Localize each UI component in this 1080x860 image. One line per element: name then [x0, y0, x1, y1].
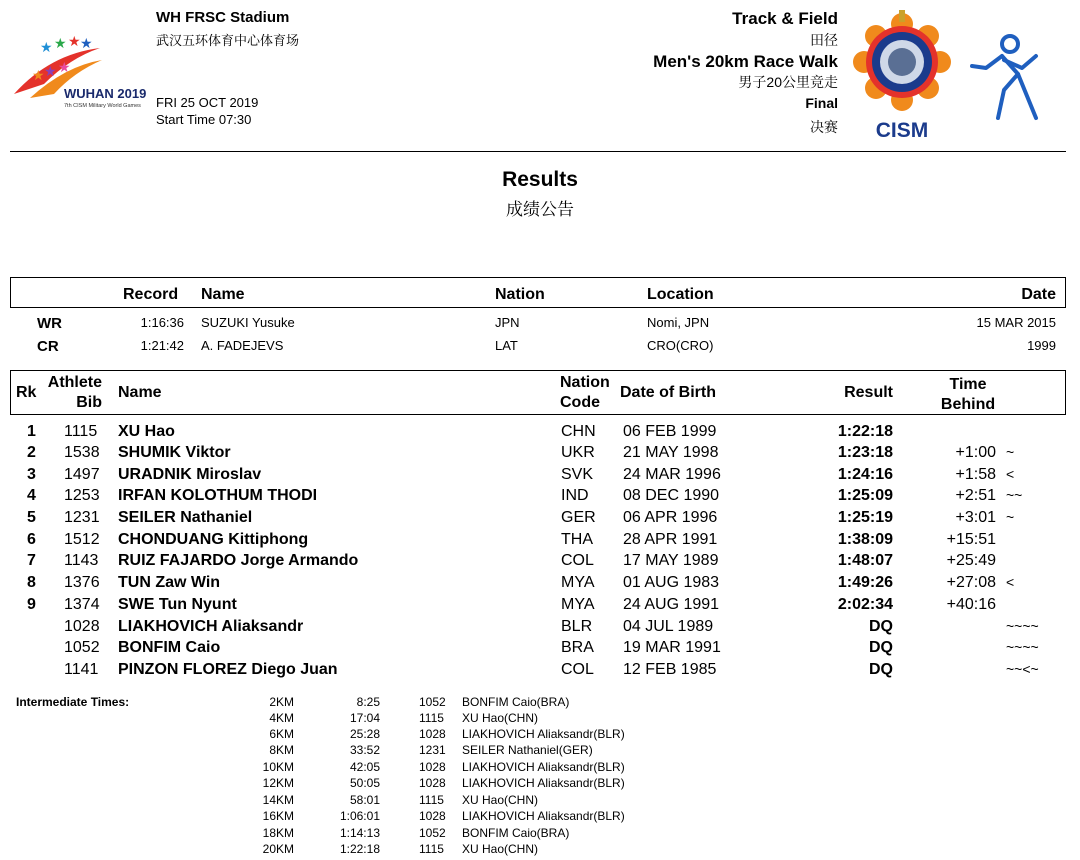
record-date: 1999 [1027, 338, 1056, 353]
result-time: 1:25:09 [837, 487, 893, 504]
intermediate-bib: 1028 [419, 727, 446, 741]
record-holder: A. FADEJEVS [201, 338, 284, 353]
result-bib: 1052 [64, 639, 100, 656]
result-dob: 06 FEB 1999 [623, 423, 717, 440]
result-rank: 3 [27, 466, 36, 483]
result-bib: 1497 [64, 466, 100, 483]
result-athlete-name: XU Hao [118, 423, 175, 440]
logo-wuhan-text: WUHAN 2019 [64, 86, 147, 101]
event-name: Men's 20km Race Walk [653, 52, 838, 71]
intermediate-bib: 1052 [419, 695, 446, 709]
intermediate-distance: 18KM [262, 826, 294, 840]
intermediate-leader: LIAKHOVICH Aliaksandr(BLR) [462, 809, 625, 823]
intermediate-leader: LIAKHOVICH Aliaksandr(BLR) [462, 760, 625, 774]
records-col-date: Date [1021, 286, 1056, 303]
result-bib: 1538 [64, 444, 100, 461]
result-dob: 24 AUG 1991 [623, 596, 720, 613]
result-dob: 21 MAY 1998 [623, 444, 719, 461]
result-time: DQ [869, 618, 893, 635]
result-warnings: < [1006, 574, 1015, 590]
result-bib: 1376 [64, 574, 100, 591]
result-dob: 12 FEB 1985 [623, 661, 717, 678]
result-rank: 2 [27, 444, 36, 461]
intermediate-bib: 1115 [419, 842, 444, 856]
result-bib: 1115 [64, 423, 98, 440]
intermediate-distance: 8KM [269, 743, 294, 757]
result-nation: BLR [561, 618, 593, 635]
result-bib: 1143 [64, 552, 99, 569]
result-nation: IND [561, 487, 589, 504]
result-nation: SVK [561, 466, 594, 483]
record-nation: LAT [495, 338, 518, 353]
sport-name-cn: 田径 [810, 32, 838, 48]
phase-name-cn: 决赛 [810, 119, 838, 135]
results-header-box [10, 370, 1066, 415]
svg-text:★: ★ [80, 35, 93, 51]
result-warnings: ~~<~ [1006, 661, 1039, 677]
intermediate-leader: SEILER Nathaniel(GER) [462, 743, 593, 757]
cism-emblem [852, 6, 952, 142]
intermediate-row [0, 727, 1080, 743]
result-time-behind: +25:49 [946, 552, 996, 569]
result-row [0, 487, 1080, 509]
results-col-time-behind-line1: Time [949, 376, 987, 393]
result-nation: THA [561, 531, 593, 548]
result-nation: BRA [561, 639, 594, 656]
result-warnings: < [1006, 466, 1015, 482]
intermediate-row [0, 760, 1080, 776]
intermediate-leader: BONFIM Caio(BRA) [462, 695, 570, 709]
results-col-dob: Date of Birth [620, 384, 716, 401]
intermediate-distance: 4KM [269, 711, 294, 725]
record-type: CR [37, 338, 59, 355]
result-time: 1:38:09 [837, 531, 893, 548]
record-time: 1:21:42 [140, 338, 184, 353]
result-athlete-name: SEILER Nathaniel [118, 509, 253, 526]
result-dob: 04 JUL 1989 [623, 618, 714, 635]
result-row [0, 552, 1080, 574]
intermediate-bib: 1028 [419, 776, 446, 790]
result-time: 1:24:16 [837, 466, 893, 483]
results-col-bib-line1: Athlete [47, 374, 102, 391]
page-title-cn: 成绩公告 [506, 200, 574, 219]
results-col-bib-line2: Bib [76, 394, 102, 411]
intermediate-bib: 1028 [419, 809, 446, 823]
result-athlete-name: SHUMIK Viktor [118, 444, 231, 461]
intermediate-distance: 6KM [269, 727, 294, 741]
result-warnings: ~~~~ [1006, 618, 1039, 634]
intermediate-time: 1:14:13 [339, 826, 380, 840]
intermediate-time: 1:22:18 [339, 842, 380, 856]
intermediate-row [0, 793, 1080, 809]
result-dob: 06 APR 1996 [623, 509, 718, 526]
svg-text:★: ★ [40, 39, 53, 55]
result-rank: 8 [27, 574, 36, 591]
results-col-name: Name [118, 384, 162, 401]
intermediate-leader: BONFIM Caio(BRA) [462, 826, 570, 840]
result-dob: 28 APR 1991 [623, 531, 718, 548]
result-time-behind: +15:51 [946, 531, 996, 548]
intermediate-row [0, 826, 1080, 842]
result-nation: COL [561, 661, 594, 678]
intermediate-bib: 1052 [419, 826, 446, 840]
results-col-nation-line2: Code [560, 394, 600, 411]
result-rank: 6 [27, 531, 36, 548]
page-title: Results [502, 168, 578, 191]
record-time: 1:16:36 [140, 315, 184, 330]
intermediate-distance: 16KM [262, 809, 294, 823]
result-time: 1:23:18 [837, 444, 893, 461]
intermediate-time: 1:06:01 [339, 809, 380, 823]
result-time-behind: +27:08 [946, 574, 996, 591]
sport-name: Track & Field [732, 9, 838, 28]
result-bib: 1374 [64, 596, 100, 613]
svg-text:★: ★ [58, 59, 71, 75]
result-dob: 19 MAR 1991 [623, 639, 721, 656]
result-bib: 1231 [64, 509, 100, 526]
result-nation: MYA [561, 596, 595, 613]
result-athlete-name: SWE Tun Nyunt [118, 596, 237, 613]
result-athlete-name: RUIZ FAJARDO Jorge Armando [118, 552, 359, 569]
result-time: 1:22:18 [837, 423, 893, 440]
result-time-behind: +1:00 [955, 444, 996, 461]
result-dob: 01 AUG 1983 [623, 574, 720, 591]
results-col-result: Result [844, 384, 893, 401]
result-rank: 4 [27, 487, 36, 504]
result-athlete-name: BONFIM Caio [118, 639, 221, 656]
result-nation: GER [561, 509, 596, 526]
svg-text:★: ★ [68, 33, 81, 49]
intermediate-bib: 1115 [419, 711, 444, 725]
result-time: 2:02:34 [837, 596, 893, 613]
wuhan-2019-logo [10, 14, 150, 134]
result-row [0, 574, 1080, 596]
result-row [0, 509, 1080, 531]
result-warnings: ~~ [1006, 487, 1023, 503]
result-athlete-name: LIAKHOVICH Aliaksandr [118, 618, 304, 635]
intermediate-row [0, 711, 1080, 727]
result-row [0, 639, 1080, 661]
result-time: DQ [869, 639, 893, 656]
result-row [0, 596, 1080, 618]
result-athlete-name: URADNIK Miroslav [118, 466, 262, 483]
race-walk-pictogram-icon [966, 28, 1066, 124]
record-nation: JPN [495, 315, 520, 330]
records-col-location: Location [647, 286, 714, 303]
intermediate-distance: 20KM [262, 842, 294, 856]
result-dob: 08 DEC 1990 [623, 487, 720, 504]
event-date: FRI 25 OCT 2019 [156, 95, 259, 110]
result-rank: 7 [27, 552, 36, 569]
intermediate-time: 17:04 [349, 711, 380, 725]
result-row [0, 444, 1080, 466]
result-warnings: ~ [1006, 509, 1015, 525]
venue-name-cn: 武汉五环体育中心体育场 [156, 33, 300, 48]
result-time: 1:49:26 [837, 574, 893, 591]
logo-wuhan-subtext: 7th CISM Military World Games [64, 103, 141, 109]
intermediate-time: 25:28 [349, 727, 380, 741]
records-col-nation: Nation [495, 286, 545, 303]
intermediate-times-label: Intermediate Times: [16, 695, 130, 709]
result-bib: 1512 [64, 531, 100, 548]
intermediate-leader: XU Hao(CHN) [462, 793, 539, 807]
intermediate-leader: LIAKHOVICH Aliaksandr(BLR) [462, 776, 625, 790]
intermediate-row [0, 776, 1080, 792]
result-warnings: ~ [1006, 444, 1015, 460]
intermediate-leader: XU Hao(CHN) [462, 842, 539, 856]
intermediate-bib: 1115 [419, 793, 444, 807]
result-nation: CHN [561, 423, 596, 440]
result-rank: 5 [27, 509, 36, 526]
event-name-cn: 男子20公里竞走 [738, 74, 838, 90]
intermediate-row [0, 743, 1080, 759]
result-bib: 1028 [64, 618, 100, 635]
result-nation: UKR [561, 444, 595, 461]
intermediate-bib: 1028 [419, 760, 446, 774]
cism-label: CISM [875, 119, 929, 142]
record-date: 15 MAR 2015 [976, 315, 1056, 330]
results-col-time-behind [938, 375, 998, 415]
result-row [0, 531, 1080, 553]
results-col-bib [48, 373, 102, 413]
record-holder: SUZUKI Yusuke [201, 315, 295, 330]
result-row [0, 423, 1080, 445]
intermediate-time: 42:05 [349, 760, 380, 774]
records-col-name: Name [201, 286, 245, 303]
intermediate-leader: XU Hao(CHN) [462, 711, 539, 725]
results-col-nation [560, 373, 610, 413]
intermediate-bib: 1231 [419, 743, 446, 757]
phase-name: Final [805, 95, 838, 111]
result-dob: 17 MAY 1989 [623, 552, 719, 569]
svg-text:★: ★ [32, 67, 45, 83]
intermediate-time: 58:01 [349, 793, 380, 807]
result-warnings: ~~~~ [1006, 639, 1039, 655]
intermediate-time: 33:52 [349, 743, 380, 757]
intermediate-time: 50:05 [349, 776, 380, 790]
result-time: DQ [869, 661, 893, 678]
result-time-behind: +3:01 [955, 509, 996, 526]
result-bib: 1141 [64, 661, 99, 678]
result-dob: 24 MAR 1996 [623, 466, 721, 483]
result-athlete-name: PINZON FLOREZ Diego Juan [118, 661, 338, 678]
intermediate-time: 8:25 [356, 695, 380, 709]
record-location: Nomi, JPN [647, 315, 710, 330]
result-rank: 9 [27, 596, 36, 613]
result-nation: MYA [561, 574, 595, 591]
intermediate-distance: 2KM [269, 695, 294, 709]
intermediate-row [0, 695, 1080, 711]
intermediate-distance: 10KM [262, 760, 294, 774]
result-time-behind: +40:16 [946, 596, 996, 613]
start-time: Start Time 07:30 [156, 112, 252, 127]
intermediate-row [0, 842, 1080, 858]
result-nation: COL [561, 552, 594, 569]
record-location: CRO(CRO) [647, 338, 714, 353]
svg-text:★: ★ [44, 63, 57, 79]
intermediate-leader: LIAKHOVICH Aliaksandr(BLR) [462, 727, 625, 741]
result-time: 1:25:19 [837, 509, 893, 526]
records-col-record: Record [123, 286, 179, 303]
intermediate-row [0, 809, 1080, 825]
intermediate-distance: 14KM [262, 793, 294, 807]
svg-text:★: ★ [54, 35, 67, 51]
result-row [0, 618, 1080, 640]
result-athlete-name: TUN Zaw Win [118, 574, 221, 591]
results-col-nation-line1: Nation [560, 374, 610, 391]
result-time-behind: +1:58 [955, 466, 996, 483]
header-divider [10, 151, 1066, 152]
results-col-time-behind-line2: Behind [940, 396, 996, 413]
result-time: 1:48:07 [837, 552, 893, 569]
result-time-behind: +2:51 [955, 487, 996, 504]
result-row [0, 466, 1080, 488]
results-col-rank: Rk [16, 384, 37, 401]
result-athlete-name: CHONDUANG Kittiphong [118, 531, 309, 548]
record-type: WR [37, 315, 62, 332]
result-row [0, 661, 1080, 683]
venue-name: WH FRSC Stadium [156, 9, 290, 26]
result-rank: 1 [27, 423, 36, 440]
intermediate-distance: 12KM [262, 776, 294, 790]
result-bib: 1253 [64, 487, 100, 504]
result-athlete-name: IRFAN KOLOTHUM THODI [118, 487, 318, 504]
